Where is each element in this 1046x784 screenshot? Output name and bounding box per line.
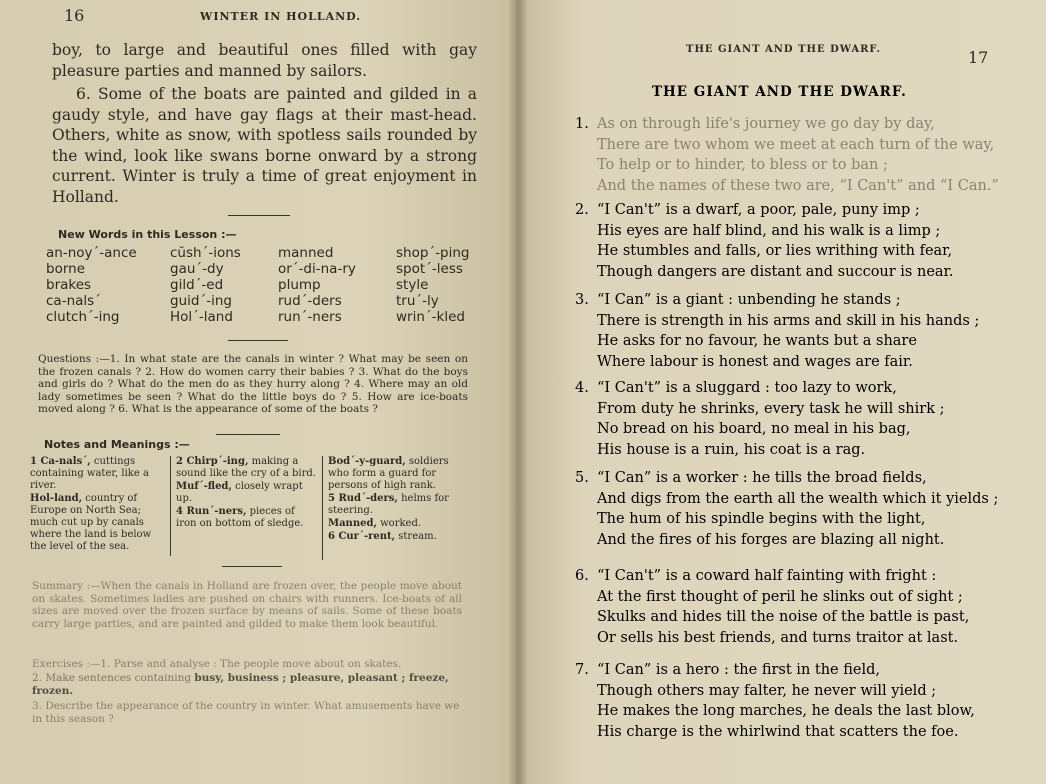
poem-line: “I Can” is a giant : unbending he stands ;: [597, 292, 901, 308]
poem-line: “I Can't” is a dwarf, a poor, pale, puny imp ;: [597, 202, 920, 218]
poem-line: “I Can” is a hero : the first in the field,: [597, 662, 881, 678]
column-divider: [170, 456, 171, 556]
poem-line: “I Can't” is a coward half fainting with fright :: [597, 568, 937, 584]
stanza-lines: [597, 290, 979, 372]
stanza-lines: [597, 660, 975, 742]
poem-line: His charge is the whirlwind that scatters the foe.: [597, 723, 959, 740]
note-item: [176, 456, 316, 480]
poem-line: He makes the long marches, he deals the last blow,: [597, 703, 975, 719]
new-word: rud´-ders: [278, 293, 342, 309]
stanza-lines: [597, 566, 969, 648]
new-words-column-2: [170, 245, 241, 325]
new-word: tru´-ly: [396, 293, 439, 309]
poem-line: “I Can't” is a sluggard : too lazy to work,: [597, 380, 897, 396]
poem-line: From duty he shrinks, every task he will shirk ;: [597, 400, 945, 417]
note-definition: making a sound like the cry of a bird.: [176, 456, 316, 479]
poem-line: Where labour is honest and wages are fair.: [597, 353, 913, 370]
stanza-lines: [597, 378, 944, 460]
note-item: [30, 493, 164, 553]
note-definition: closely wrapt up.: [176, 481, 303, 504]
stanza-number: 1.: [575, 116, 589, 132]
poem-line: Though dangers are distant and succour is near.: [597, 263, 954, 280]
new-word: manned: [278, 245, 334, 261]
new-words-title: New Words in this Lesson :—: [58, 228, 237, 241]
column-divider: [322, 456, 323, 560]
section-rule: [228, 215, 290, 216]
stanza-lines: [597, 468, 998, 550]
new-word: an-noy´-ance: [46, 245, 137, 261]
note-definition: country of Europe on North Sea; much cut up by canals where the land is below the level of the sea.: [30, 493, 152, 552]
poem-line: “I Can” is a worker : he tills the broad fields,: [597, 470, 927, 486]
note-term: Manned,: [328, 518, 377, 529]
section-rule: [216, 434, 280, 435]
notes-column-2: [176, 456, 316, 531]
book-gutter: [508, 0, 528, 784]
note-term: 5 Rud´-ders,: [328, 493, 398, 504]
stanza-lines: [597, 200, 954, 282]
new-word: gau´-dy: [170, 261, 224, 277]
poem-line: Skulks and hides till the noise of the battle is past,: [597, 609, 970, 625]
page-number-right: 17: [968, 48, 989, 67]
left-page: [0, 0, 518, 784]
poem-line: His house is a ruin, his coat is a rag.: [597, 441, 866, 458]
stanza-number: 6.: [575, 568, 589, 584]
new-word: Hol´-land: [170, 309, 233, 325]
new-word: cŭsh´-ions: [170, 245, 241, 261]
note-definition: soldiers who form a guard for persons of high rank.: [328, 456, 449, 491]
note-definition: pieces of iron on bottom of sledge.: [176, 506, 304, 529]
stanza-number: 4.: [575, 380, 589, 396]
note-term: Hol-land,: [30, 493, 83, 504]
poem-line: He asks for no favour, he wants but a share: [597, 333, 917, 349]
new-word: gild´-ed: [170, 277, 224, 293]
exercises-line-2-words: busy, business ; pleasure, pleasant ; freeze, frozen.: [32, 672, 449, 697]
poem-line: The hum of his spindle begins with the light,: [597, 511, 926, 527]
section-rule: [222, 566, 282, 567]
note-definition: worked.: [380, 518, 422, 529]
note-definition: helms for steering.: [328, 493, 449, 516]
poem-line: Or sells his best friends, and turns traitor at last.: [597, 629, 959, 646]
exercises-line-1: Exercises :—1. Parse and analyse : The people move about on skates.: [32, 658, 402, 670]
note-item: [328, 531, 464, 543]
page-number-left: 16: [64, 6, 85, 25]
new-words-column-3: [278, 245, 356, 325]
note-item: [30, 456, 164, 492]
running-head-right: THE GIANT AND THE DWARF.: [686, 44, 881, 55]
poem-line: To help or to hinder, to bless or to ban ;: [597, 157, 888, 173]
poem-line: There is strength in his arms and skill in his hands ;: [597, 312, 980, 329]
section-rule: [228, 340, 288, 341]
note-item: [328, 456, 464, 492]
new-word: wrin´-kled: [396, 309, 465, 325]
notes-column-3: [328, 456, 464, 544]
poem-line: No bread on his board, no meal in his bag,: [597, 421, 911, 437]
note-item: [176, 481, 316, 505]
new-words-column-4: [396, 245, 470, 325]
new-word: style: [396, 277, 429, 293]
exercises-line-3: 3. Describe the appearance of the country in winter. What amusements have we in this season ?: [32, 700, 460, 725]
poem-line: As on through life's journey we go day by day,: [597, 116, 935, 132]
poem-line: And digs from the earth all the wealth which it yields ;: [597, 490, 999, 507]
new-word: clutch´-ing: [46, 309, 120, 325]
note-term: 6 Cur´-rent,: [328, 531, 396, 542]
new-words-column-1: [46, 245, 137, 325]
new-word: plump: [278, 277, 321, 293]
poem-line: There are two whom we meet at each turn of the way,: [597, 136, 995, 153]
notes-column-1: [30, 456, 164, 554]
paragraph-6: [52, 84, 477, 207]
exercises-line-2: [32, 672, 462, 697]
poem-line: And the names of these two are, “I Can't” and “I Can.”: [597, 177, 999, 194]
summary: Summary :—When the canals in Holland are frozen over, the people move about on skates. Sometimes ladies are pushed on chairs with runners. Ice-boats of all sizes are moved over the frozen surface by means of sails. Some of these boats carry large parties, and are painted and gilded to make them look beautiful.: [32, 580, 462, 630]
note-term: Muf´-fled,: [176, 481, 232, 492]
poem-line: Though others may falter, he never will yield ;: [597, 682, 937, 699]
continued-paragraph: [52, 40, 477, 81]
note-item: [328, 518, 464, 530]
exercises-line-2-prefix: 2. Make sentences containing: [32, 672, 192, 684]
poem-line: He stumbles and falls, or lies writhing with fear,: [597, 243, 953, 259]
notes-title: Notes and Meanings :—: [44, 438, 190, 451]
poem-line: At the first thought of peril he slinks out of sight ;: [597, 588, 963, 605]
note-term: Bod´-y-guard,: [328, 456, 406, 467]
paragraph-6-text: 6. Some of the boats are painted and gilded in a gaudy style, and have gay flags at their mast-head. Others, white as snow, with spotless sails rounded by the wind, look like swans borne onward by a strong current. Winter is truly a time of great enjoyment in Holland.: [52, 85, 477, 206]
paragraph-continued: boy, to large and beautiful ones filled with gay pleasure parties and manned by sailors.: [52, 41, 477, 80]
note-item: [328, 493, 464, 517]
stanza-number: 5.: [575, 470, 589, 486]
note-term: 1 Ca-nals´,: [30, 456, 91, 467]
new-word: spot´-less: [396, 261, 463, 277]
note-term: 2 Chirp´-ing,: [176, 456, 249, 467]
stanza-lines: [597, 114, 999, 196]
new-word: run´-ners: [278, 309, 342, 325]
new-word: shop´-ping: [396, 245, 470, 261]
note-term: 4 Run´-ners,: [176, 506, 247, 517]
note-item: [176, 506, 316, 530]
poem-title: THE GIANT AND THE DWARF.: [652, 84, 907, 100]
stanza-number: 2.: [575, 202, 589, 218]
stanza-number: 3.: [575, 292, 589, 308]
questions: Questions :—1. In what state are the canals in winter ? What may be seen on the frozen canals ? 2. How do women carry their babies ? 3. What do the boys and girls do ? What do the men do as they hurry along ? 4. Where may an old lady sometimes be seen ? What do the little boys do ? 5. How are ice-boats moved along ? 6. What is the appearance of some of the boats ?: [38, 353, 468, 415]
new-word: ca-nals´: [46, 293, 101, 309]
poem-line: His eyes are half blind, and his walk is a limp ;: [597, 222, 941, 239]
new-word: guid´-ing: [170, 293, 232, 309]
note-definition: cuttings containing water, like a river.: [30, 456, 149, 491]
new-word: brakes: [46, 277, 92, 293]
poem-line: And the fires of his forges are blazing all night.: [597, 531, 945, 548]
note-definition: stream.: [398, 531, 437, 542]
running-head-left: WINTER IN HOLLAND.: [200, 10, 362, 23]
stanza-number: 7.: [575, 662, 589, 678]
new-word: borne: [46, 261, 86, 277]
new-word: or´-di-na-ry: [278, 261, 356, 277]
